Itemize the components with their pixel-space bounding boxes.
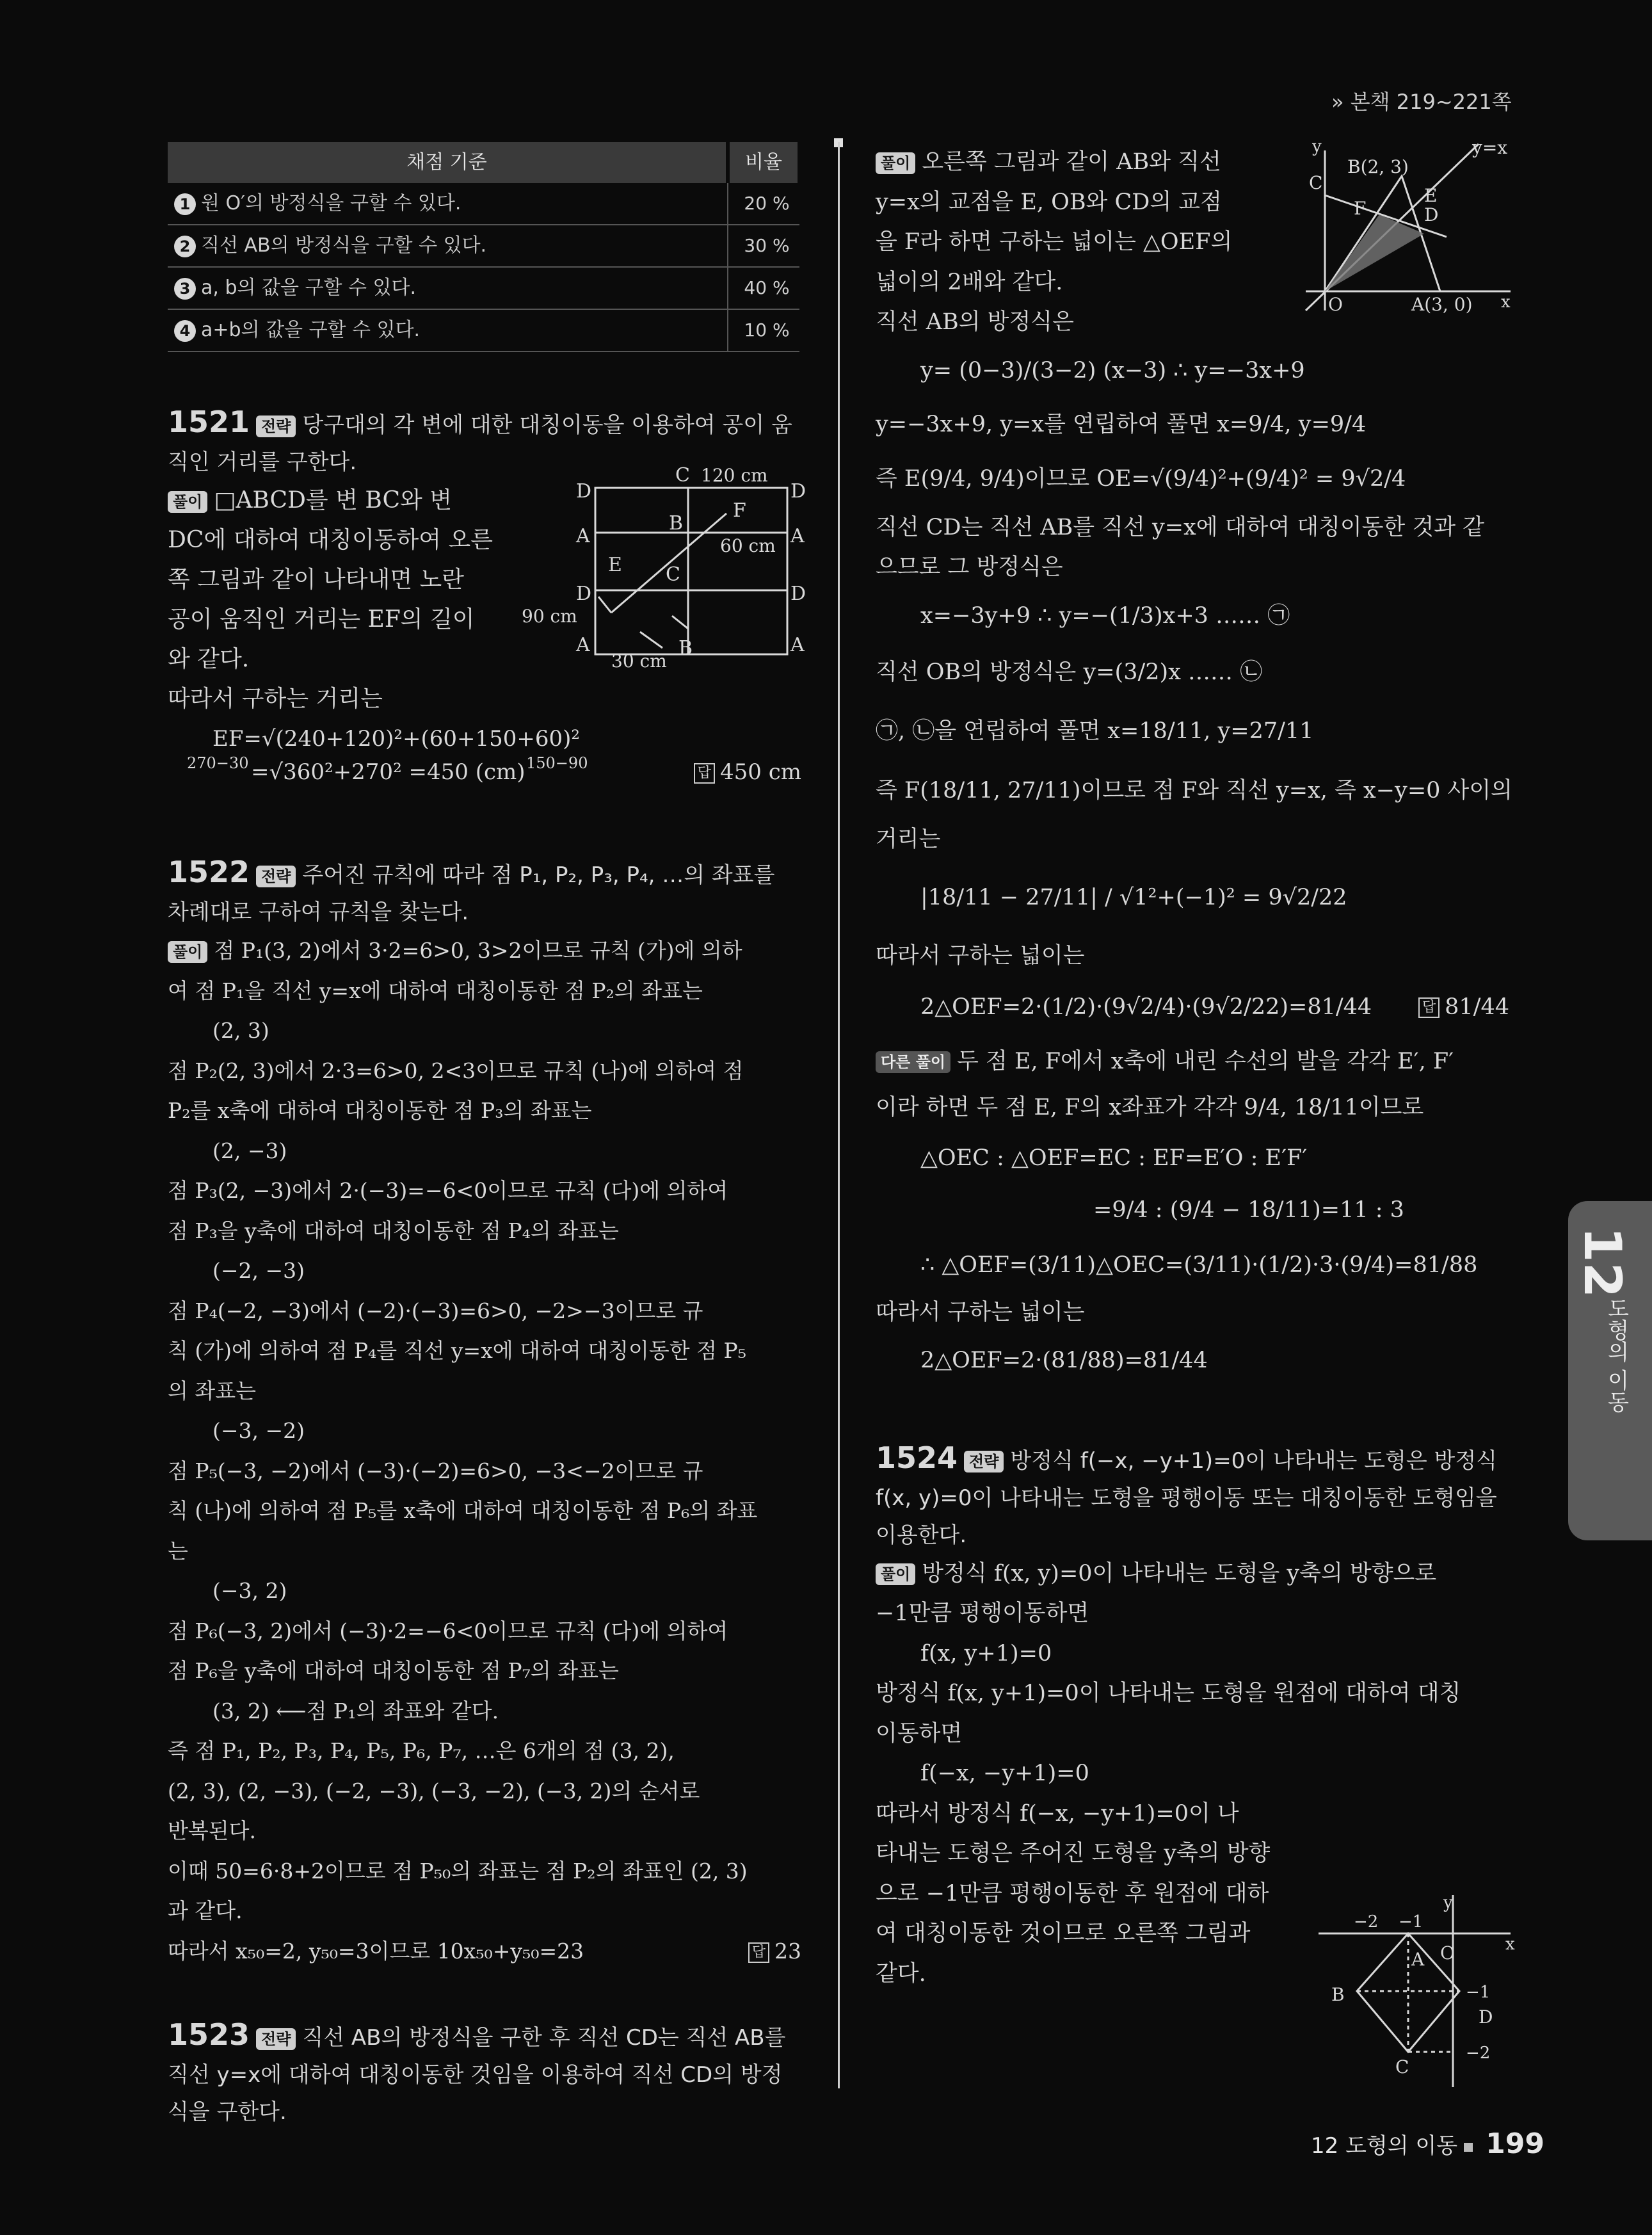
chapter-label: 도형의 이동 — [1603, 1297, 1629, 1413]
answer-value: 81/44 — [1445, 994, 1509, 1020]
score-pct: 20 % — [728, 183, 799, 225]
svg-text:−2: −2 — [1466, 2044, 1491, 2063]
svg-text:A: A — [790, 525, 805, 547]
svg-text:30 cm: 30 cm — [611, 650, 667, 672]
problem-number: 1523 — [168, 2017, 250, 2052]
circle-number: 2 — [174, 236, 196, 257]
chapter-side-tab[interactable] — [1568, 1201, 1652, 1540]
score-row — [168, 183, 799, 225]
solution-line: 공이 움직인 거리는 EF의 길이 — [168, 606, 475, 633]
score-row — [168, 267, 799, 309]
solution-line: 와 같다. — [168, 646, 250, 672]
circle-number: 3 — [174, 278, 196, 300]
svg-text:D: D — [576, 583, 592, 605]
footer-chapter: 12 도형의 이동 — [1311, 2133, 1458, 2159]
svg-text:C: C — [1309, 172, 1323, 193]
solution-line: 으로 −1만큼 평행이동한 후 원점에 대하 — [876, 1880, 1269, 1907]
solution-line: 직선 CD는 직선 AB를 직선 y=x에 대하여 대칭이동한 것과 같 — [876, 514, 1485, 540]
solution-line: 는 — [168, 1538, 188, 1563]
problem-1524 — [876, 1439, 1509, 1554]
solution-line: y= (0−3)/(3−2) (x−3) ∴ y=−3x+9 — [920, 357, 1305, 383]
svg-text:F: F — [733, 499, 746, 522]
svg-text:D: D — [1424, 204, 1439, 225]
page-number: 199 — [1486, 2127, 1544, 2160]
solution-line: 쪽 그림과 같이 나타내면 노란 — [168, 567, 465, 593]
solution-1521 — [168, 481, 552, 719]
answer-tag: 답 — [1418, 997, 1439, 1018]
svg-text:60 cm: 60 cm — [720, 535, 776, 556]
strategy-tag: 전략 — [256, 416, 296, 437]
solution-line: (−2, −3) — [213, 1258, 305, 1283]
triangle-figure — [1287, 138, 1517, 317]
solution-line: 여 점 P₁을 직선 y=x에 대하여 대칭이동한 점 P₂의 좌표는 — [168, 978, 703, 1003]
solution-line: 점 P₄(−2, −3)에서 (−2)·(−3)=6>0, −2>−3이므로 규 — [168, 1298, 703, 1323]
strategy-text: 직선 AB의 방정식을 구한 후 직선 CD는 직선 AB를 직선 y=x에 대하여 대칭이동한 것임을 이용하여 직선 CD의 방정식을 구한다. — [168, 2025, 786, 2125]
solution-tag: 풀이 — [876, 1563, 915, 1585]
equation-line: EF=√(240+120)²+(60+150+60)² — [213, 726, 581, 752]
score-criteria: 직선 AB의 방정식을 구할 수 있다. — [201, 234, 487, 257]
solution-line: 방정식 f(x, y+1)=0이 나타내는 도형을 원점에 대하여 대칭 — [876, 1681, 1461, 1706]
answer-1522 — [748, 1932, 801, 1972]
solution-line: (−3, −2) — [213, 1418, 305, 1443]
solution-line: 즉 점 P₁, P₂, P₃, P₄, P₅, P₆, P₇, …은 6개의 점 (3, 2), — [168, 1738, 675, 1763]
solution-line: 따라서 방정식 f(−x, −y+1)=0이 나 — [876, 1800, 1239, 1827]
solution-line: 여 대칭이동한 것이므로 오른쪽 그림과 — [876, 1921, 1251, 1946]
svg-text:E: E — [608, 554, 622, 576]
score-pct: 30 % — [728, 225, 799, 267]
svg-text:D: D — [790, 480, 806, 503]
score-header-ratio: 비율 — [728, 142, 799, 183]
svg-text:C: C — [666, 563, 680, 586]
equation-1521 — [168, 719, 801, 789]
solution-line: (−3, 2) — [213, 1578, 287, 1603]
solution-line: 점 P₃(2, −3)에서 2·(−3)=−6<0이므로 규칙 (다)에 의하여 — [168, 1178, 728, 1203]
svg-text:B: B — [678, 637, 693, 659]
solution-line: f(−x, −y+1)=0 — [920, 1761, 1089, 1786]
answer-1521 — [694, 752, 801, 792]
solution-line: 거리는 — [876, 826, 941, 852]
square-figure — [1319, 1895, 1523, 2087]
solution-line: 즉 F(18/11, 27/11)이므로 점 F와 직선 y=x, 즉 x−y=0 사이의 — [876, 777, 1512, 803]
circle-number: 1 — [174, 193, 196, 215]
solution-line: 타내는 도형은 주어진 도형을 y축의 방향 — [876, 1841, 1271, 1866]
solution-line: |18/11 − 27/11| / √1²+(−1)² = 9√2/22 — [920, 885, 1347, 910]
strategy-text: 방정식 f(−x, −y+1)=0이 나타내는 도형은 방정식 f(x, y)=0이 나타내는 도형을 평행이동 또는 대칭이동한 도형임을 이용한다. — [876, 1448, 1498, 1548]
chapter-number: 12 — [1573, 1227, 1632, 1298]
solution-line: 두 점 E, F에서 x축에 내린 수선의 발을 각각 E′, F′ — [957, 1048, 1454, 1074]
square-icon — [1464, 2143, 1473, 2152]
right-column — [876, 142, 1512, 1994]
solution-line: 반복된다. — [168, 1818, 257, 1843]
circle-number: 4 — [174, 320, 196, 342]
svg-text:B: B — [669, 512, 684, 535]
solution-line: 이라 하면 두 점 E, F의 x좌표가 각각 9/4, 18/11이므로 — [876, 1095, 1424, 1120]
solution-line: ∴ △OEF=(3/11)△OEC=(3/11)·(1/2)·3·(9/4)=81/88 — [920, 1252, 1478, 1278]
solution-line: ㉠, ㉡을 연립하여 풀면 x=18/11, y=27/11 — [876, 718, 1314, 744]
solution-1522 — [168, 931, 801, 1971]
underbrace-label: 270−30 — [187, 754, 249, 772]
svg-text:A: A — [1411, 1949, 1425, 1970]
solution-line: 넓이의 2배와 같다. — [876, 269, 1063, 295]
score-pct: 40 % — [728, 267, 799, 309]
solution-line: 오른쪽 그림과 같이 AB와 직선 — [922, 149, 1221, 175]
svg-text:C: C — [675, 464, 690, 487]
solution-line: 따라서 x₅₀=2, y₅₀=3이므로 10x₅₀+y₅₀=23 — [168, 1938, 584, 1964]
svg-text:D: D — [1479, 2006, 1493, 2028]
svg-text:A: A — [790, 634, 805, 656]
svg-text:y: y — [1312, 137, 1322, 156]
solution-line: 으므로 그 방정식은 — [876, 554, 1063, 580]
solution-line: 2△OEF=2·(1/2)·(9√2/4)·(9√2/22)=81/44 — [920, 994, 1372, 1020]
strategy-tag: 전략 — [256, 866, 296, 887]
solution-line: 이때 50=6·8+2이므로 점 P₅₀의 좌표는 점 P₂의 좌표인 (2, 3) — [168, 1858, 748, 1884]
strategy-tag: 전략 — [964, 1451, 1004, 1473]
solution-line: f(x, y+1)=0 — [920, 1640, 1052, 1666]
solution-line: 따라서 구하는 넓이는 — [876, 1300, 1085, 1325]
svg-text:−1: −1 — [1466, 1983, 1491, 2002]
solution-line: (3, 2) ⟵점 P₁의 좌표와 같다. — [213, 1698, 499, 1723]
solution-line: y=−3x+9, y=x를 연립하여 풀면 x=9/4, y=9/4 — [876, 411, 1367, 437]
svg-text:F: F — [1354, 198, 1367, 219]
answer-tag: 답 — [694, 763, 715, 784]
solution-line: −1만큼 평행이동하면 — [876, 1601, 1089, 1626]
svg-text:90 cm: 90 cm — [522, 606, 577, 627]
solution-line: x=−3y+9 ∴ y=−(1/3)x+3 …… ㉠ — [920, 602, 1290, 629]
problem-1523 — [168, 2016, 801, 2131]
score-pct: 10 % — [728, 309, 799, 351]
solution-line: (2, 3) — [213, 1018, 269, 1043]
page-reference: » 본책 219~221쪽 — [1331, 90, 1512, 114]
solution-line: 점 P₁(3, 2)에서 3·2=6>0, 3>2이므로 규칙 (가)에 의하 — [214, 938, 742, 963]
svg-text:O: O — [1328, 294, 1343, 315]
svg-text:−2: −2 — [1354, 1912, 1379, 1932]
alt-solution-tag: 다른 풀이 — [876, 1051, 950, 1073]
svg-text:A: A — [576, 634, 590, 656]
solution-tag: 풀이 — [876, 152, 915, 174]
svg-text:E: E — [1424, 185, 1438, 206]
svg-text:y: y — [1443, 1893, 1453, 1912]
svg-text:y=x: y=x — [1472, 137, 1508, 158]
solution-tag: 풀이 — [168, 941, 207, 963]
solution-line: 점 P₅(−3, −2)에서 (−3)·(−2)=6>0, −3<−2이므로 규 — [168, 1458, 703, 1483]
strategy-text: 당구대의 각 변에 대한 대칭이동을 이용하여 공이 움직인 거리를 구한다. — [168, 412, 792, 475]
page-footer — [1311, 2124, 1544, 2166]
answer-value: 450 cm — [720, 759, 801, 785]
score-criteria: a+b의 값을 구할 수 있다. — [201, 319, 421, 341]
solution-line: 직선 OB의 방정식은 y=(3/2)x …… ㉡ — [876, 659, 1263, 685]
solution-line: △OEC : △OEF=EC : EF=E′O : E′F′ — [920, 1145, 1308, 1171]
solution-line: 점 P₆(−3, 2)에서 (−3)·2=−6<0이므로 규칙 (다)에 의하여 — [168, 1618, 728, 1643]
svg-text:120 cm: 120 cm — [701, 465, 768, 486]
svg-text:x: x — [1505, 1935, 1515, 1954]
svg-text:x: x — [1501, 293, 1511, 312]
strategy-tag: 전략 — [256, 2028, 296, 2050]
solution-line: 칙 (가)에 의하여 점 P₄를 직선 y=x에 대하여 대칭이동한 점 P₅ — [168, 1338, 746, 1363]
svg-text:D: D — [576, 480, 592, 503]
solution-line: 점 P₂(2, 3)에서 2·3=6>0, 2<3이므로 규칙 (나)에 의하여 점 — [168, 1058, 744, 1083]
solution-line: 이동하면 — [876, 1720, 963, 1747]
solution-line: 따라서 구하는 넓이는 — [876, 943, 1085, 969]
solution-line: 점 P₆을 y축에 대하여 대칭이동한 점 P₇의 좌표는 — [168, 1658, 619, 1683]
answer-1523 — [1418, 976, 1509, 1038]
svg-text:B: B — [1331, 1984, 1345, 2005]
problem-number: 1522 — [168, 855, 250, 889]
svg-text:B(2, 3): B(2, 3) — [1347, 156, 1409, 177]
svg-text:A: A — [576, 525, 590, 547]
solution-line: 의 좌표는 — [168, 1378, 257, 1403]
svg-text:D: D — [790, 583, 806, 605]
solution-line: 칙 (나)에 의하여 점 P₅를 x축에 대하여 대칭이동한 점 P₆의 좌표 — [168, 1498, 758, 1523]
answer-value: 23 — [774, 1938, 801, 1964]
equation-line: =√360²+270² =450 (cm) — [251, 759, 525, 785]
solution-line: 방정식 f(x, y)=0이 나타내는 도형을 y축의 방향으로 — [922, 1560, 1437, 1586]
solution-tag: 풀이 — [168, 491, 207, 513]
score-row — [168, 309, 799, 351]
column-divider — [838, 142, 840, 2088]
solution-line: 점 P₃을 y축에 대하여 대칭이동한 점 P₄의 좌표는 — [168, 1218, 619, 1243]
score-criteria: a, b의 값을 구할 수 있다. — [201, 277, 417, 299]
answer-tag: 답 — [748, 1942, 769, 1963]
solution-line: (2, −3) — [213, 1138, 287, 1163]
svg-text:C: C — [1395, 2056, 1409, 2078]
solution-line: (2, 3), (2, −3), (−2, −3), (−3, −2), (−3, 2)의 순서로 — [168, 1778, 700, 1803]
solution-line: 직선 AB의 방정식은 — [876, 309, 1074, 335]
solution-line: □ABCD를 변 BC와 변 — [214, 487, 453, 513]
solution-line: 같다. — [876, 1960, 926, 1987]
left-column — [168, 142, 801, 2131]
solution-line: 2△OEF=2·(81/88)=81/44 — [920, 1347, 1208, 1373]
svg-text:−1: −1 — [1399, 1912, 1423, 1932]
solution-line: P₂를 x축에 대하여 대칭이동한 점 P₃의 좌표는 — [168, 1098, 592, 1123]
problem-number: 1524 — [876, 1440, 958, 1475]
problem-number: 1521 — [168, 405, 250, 439]
svg-text:O: O — [1440, 1942, 1455, 1964]
svg-text:A(3, 0): A(3, 0) — [1411, 294, 1473, 315]
solution-line: 즉 E(9/4, 9/4)이므로 OE=√(9/4)²+(9/4)² = 9√2/4 — [876, 465, 1406, 492]
scoring-table — [168, 142, 801, 352]
score-row — [168, 225, 799, 267]
underbrace-label: 150−90 — [526, 754, 588, 772]
strategy-text: 주어진 규칙에 따라 점 P₁, P₂, P₃, P₄, …의 좌표를 차례대로 구하여 규칙을 찾는다. — [168, 862, 775, 925]
solution-line: 을 F라 하면 구하는 넓이는 △OEF의 — [876, 229, 1233, 255]
score-header-criteria: 채점 기준 — [168, 142, 728, 183]
solution-line: y=x의 교점을 E, OB와 CD의 교점 — [876, 189, 1222, 215]
score-criteria: 원 O′의 방정식을 구할 수 있다. — [201, 192, 461, 214]
solution-line: 과 같다. — [168, 1898, 243, 1923]
solution-line: DC에 대하여 대칭이동하여 오른 — [168, 527, 493, 553]
solution-line: 따라서 구하는 거리는 — [168, 686, 383, 712]
solution-1523 — [876, 142, 1512, 1388]
solution-line: =9/4 : (9/4 − 18/11)=11 : 3 — [1093, 1197, 1404, 1223]
problem-1522 — [168, 853, 801, 931]
billiard-figure — [522, 462, 806, 674]
